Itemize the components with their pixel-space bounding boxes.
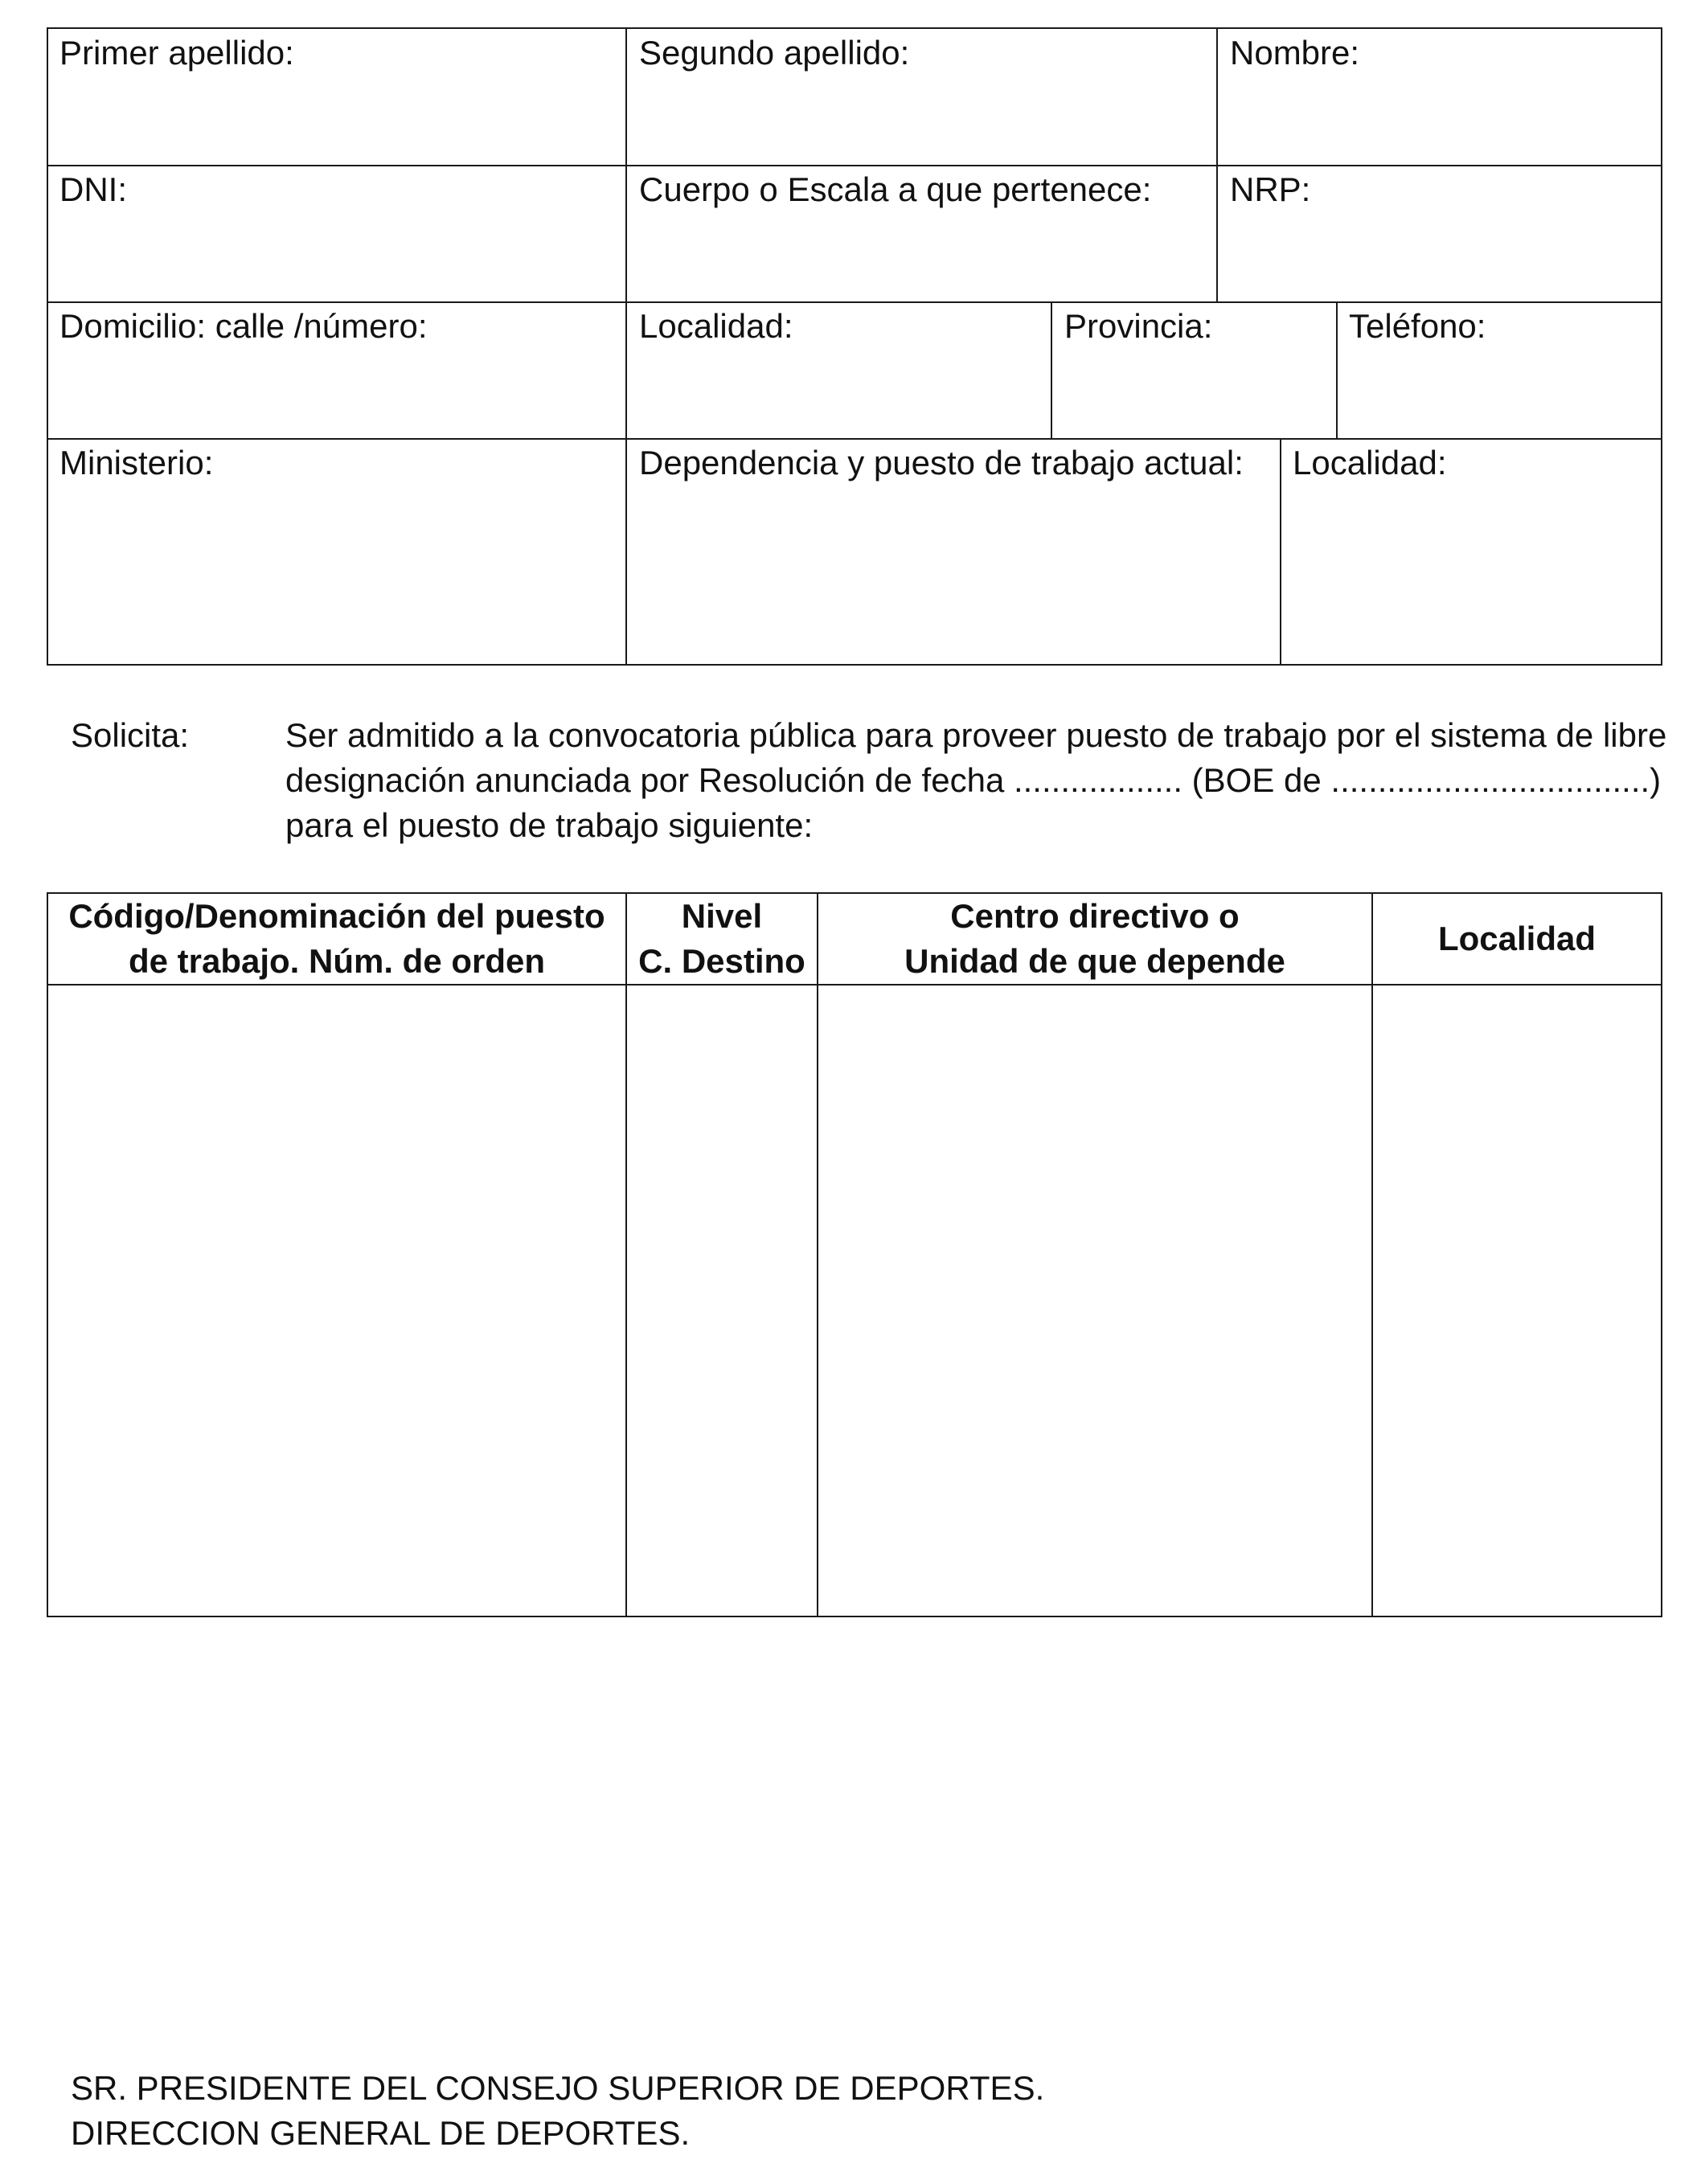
header-codigo bbox=[48, 894, 625, 984]
solicita-text-line: designación anunciada por Resolución de fecha .................. (BOE de ..................................) bbox=[285, 761, 1662, 799]
addressee-line: DIRECCION GENERAL DE DEPORTES. bbox=[71, 2114, 691, 2152]
cell-localidad[interactable] bbox=[1373, 985, 1661, 1616]
dni-field[interactable]: DNI: bbox=[59, 170, 127, 208]
dependencia-field[interactable]: Dependencia y puesto de trabajo actual: bbox=[639, 444, 1244, 481]
solicita-label: Solicita: bbox=[71, 716, 190, 754]
header-codigo-line: de trabajo. Núm. de orden bbox=[128, 942, 546, 980]
form-row-divider bbox=[47, 438, 1662, 440]
form-border-bottom bbox=[47, 664, 1662, 666]
ministerio-field[interactable]: Ministerio: bbox=[59, 444, 214, 481]
form-border-top bbox=[47, 27, 1662, 29]
segundo-apellido-field[interactable]: Segundo apellido: bbox=[639, 34, 910, 72]
header-centro-line: Centro directivo o bbox=[950, 897, 1240, 935]
form-column-divider bbox=[625, 27, 627, 666]
form-row-divider bbox=[47, 165, 1662, 166]
form-column-divider bbox=[1216, 27, 1218, 303]
domicilio-field[interactable]: Domicilio: calle /número: bbox=[59, 307, 428, 345]
header-codigo-line: Código/Denominación del puesto bbox=[68, 897, 605, 935]
localidad-field[interactable]: Localidad: bbox=[639, 307, 793, 345]
form-border-right bbox=[1661, 27, 1662, 666]
localidad-actual-field[interactable]: Localidad: bbox=[1293, 444, 1447, 481]
header-nivel bbox=[627, 894, 817, 984]
provincia-field[interactable]: Provincia: bbox=[1064, 307, 1213, 345]
primer-apellido-field[interactable]: Primer apellido: bbox=[59, 34, 294, 72]
header-localidad bbox=[1373, 916, 1661, 961]
form-column-divider bbox=[1336, 301, 1338, 440]
form-border-left bbox=[47, 27, 48, 666]
solicita-text-line: para el puesto de trabajo siguiente: bbox=[285, 806, 814, 844]
table-border-right bbox=[1661, 892, 1662, 1617]
cuerpo-escala-field[interactable]: Cuerpo o Escala a que pertenece: bbox=[639, 170, 1152, 208]
form-column-divider bbox=[1051, 301, 1052, 440]
header-centro-line: Unidad de que depende bbox=[904, 942, 1285, 980]
addressee-line: SR. PRESIDENTE DEL CONSEJO SUPERIOR DE DEPORTES. bbox=[71, 2069, 1045, 2107]
telefono-field[interactable]: Teléfono: bbox=[1349, 307, 1486, 345]
table-border-bottom bbox=[47, 1616, 1662, 1617]
cell-nivel[interactable] bbox=[627, 985, 817, 1616]
header-nivel-line: C. Destino bbox=[638, 942, 805, 980]
cell-centro-directivo[interactable] bbox=[818, 985, 1371, 1616]
form-column-divider bbox=[1280, 438, 1281, 666]
cell-codigo[interactable] bbox=[48, 985, 625, 1616]
header-centro-directivo bbox=[818, 894, 1371, 984]
nrp-field[interactable]: NRP: bbox=[1230, 170, 1311, 208]
nombre-field[interactable]: Nombre: bbox=[1230, 34, 1360, 72]
form-row-divider bbox=[47, 301, 1662, 303]
header-nivel-line: Nivel bbox=[681, 897, 763, 935]
header-localidad-line: Localidad bbox=[1437, 920, 1596, 957]
solicita-text-line: Ser admitido a la convocatoria pública para proveer puesto de trabajo por el sistema de libre bbox=[285, 716, 1667, 754]
